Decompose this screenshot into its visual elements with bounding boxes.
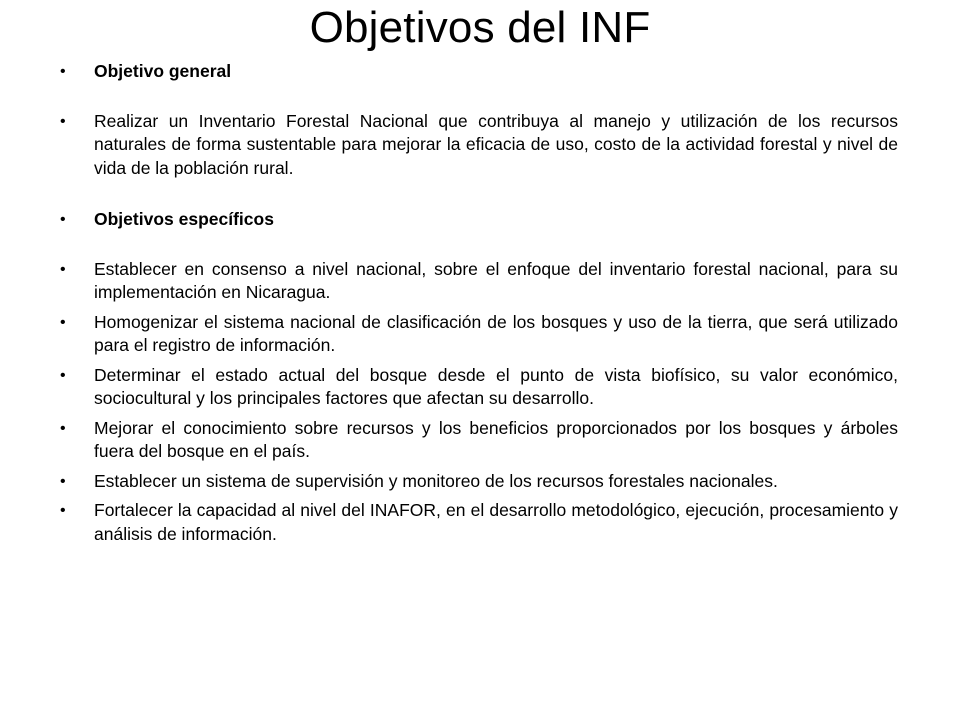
general-objective-text: Realizar un Inventario Forestal Nacional que contribuya al manejo y utilización de los recursos naturales de forma sustentable para mejorar la eficacia de uso, costo de la actividad forestal y nivel de vida de la población rural. <box>94 110 898 178</box>
bullet-dot-icon: • <box>60 260 66 278</box>
bullet-dot-icon: • <box>60 112 66 130</box>
slide-title: Objetivos del INF <box>309 3 651 52</box>
specific-objective-text: Establecer un sistema de supervisión y monitoreo de los recursos forestales nacionales. <box>94 470 778 491</box>
bullet-general-objective <box>60 110 898 181</box>
section-heading-general: Objetivo general <box>94 61 232 81</box>
specific-objective-text: Homogenizar el sistema nacional de clasificación de los bosques y uso de la tierra, que será utilizado para el registro de información. <box>94 311 898 355</box>
bullet-dot-icon: • <box>60 63 66 80</box>
bullet-dot-icon: • <box>60 472 66 490</box>
bullet-heading-specific <box>60 208 898 232</box>
specific-objective-text: Establecer en consenso a nivel nacional, sobre el enfoque del inventario forestal nacional, para su implementación en Nicaragua. <box>94 258 898 302</box>
list-item <box>60 258 898 305</box>
specific-objective-text: Determinar el estado actual del bosque desde el punto de vista biofísico, su valor económico, sociocultural y los principales factores que afectan su desarrollo. <box>94 364 898 408</box>
bullet-heading-general <box>60 60 898 84</box>
list-item <box>60 499 898 546</box>
bullet-dot-icon: • <box>60 419 66 437</box>
list-item <box>60 311 898 358</box>
list-item <box>60 417 898 464</box>
specific-objective-text: Mejorar el conocimiento sobre recursos y los beneficios proporcionados por los bosques y árboles fuera del bosque en el país. <box>94 417 898 461</box>
bullet-dot-icon: • <box>60 366 66 384</box>
list-item <box>60 470 898 494</box>
specific-objective-text: Fortalecer la capacidad al nivel del INAFOR, en el desarrollo metodológico, ejecución, procesamiento y análisis de información. <box>94 500 898 544</box>
section-heading-specific: Objetivos específicos <box>94 209 274 229</box>
slide-content <box>60 60 898 546</box>
bullet-dot-icon: • <box>60 502 66 519</box>
list-item <box>60 364 898 411</box>
bullet-dot-icon: • <box>60 211 66 228</box>
bullet-dot-icon: • <box>60 313 66 331</box>
